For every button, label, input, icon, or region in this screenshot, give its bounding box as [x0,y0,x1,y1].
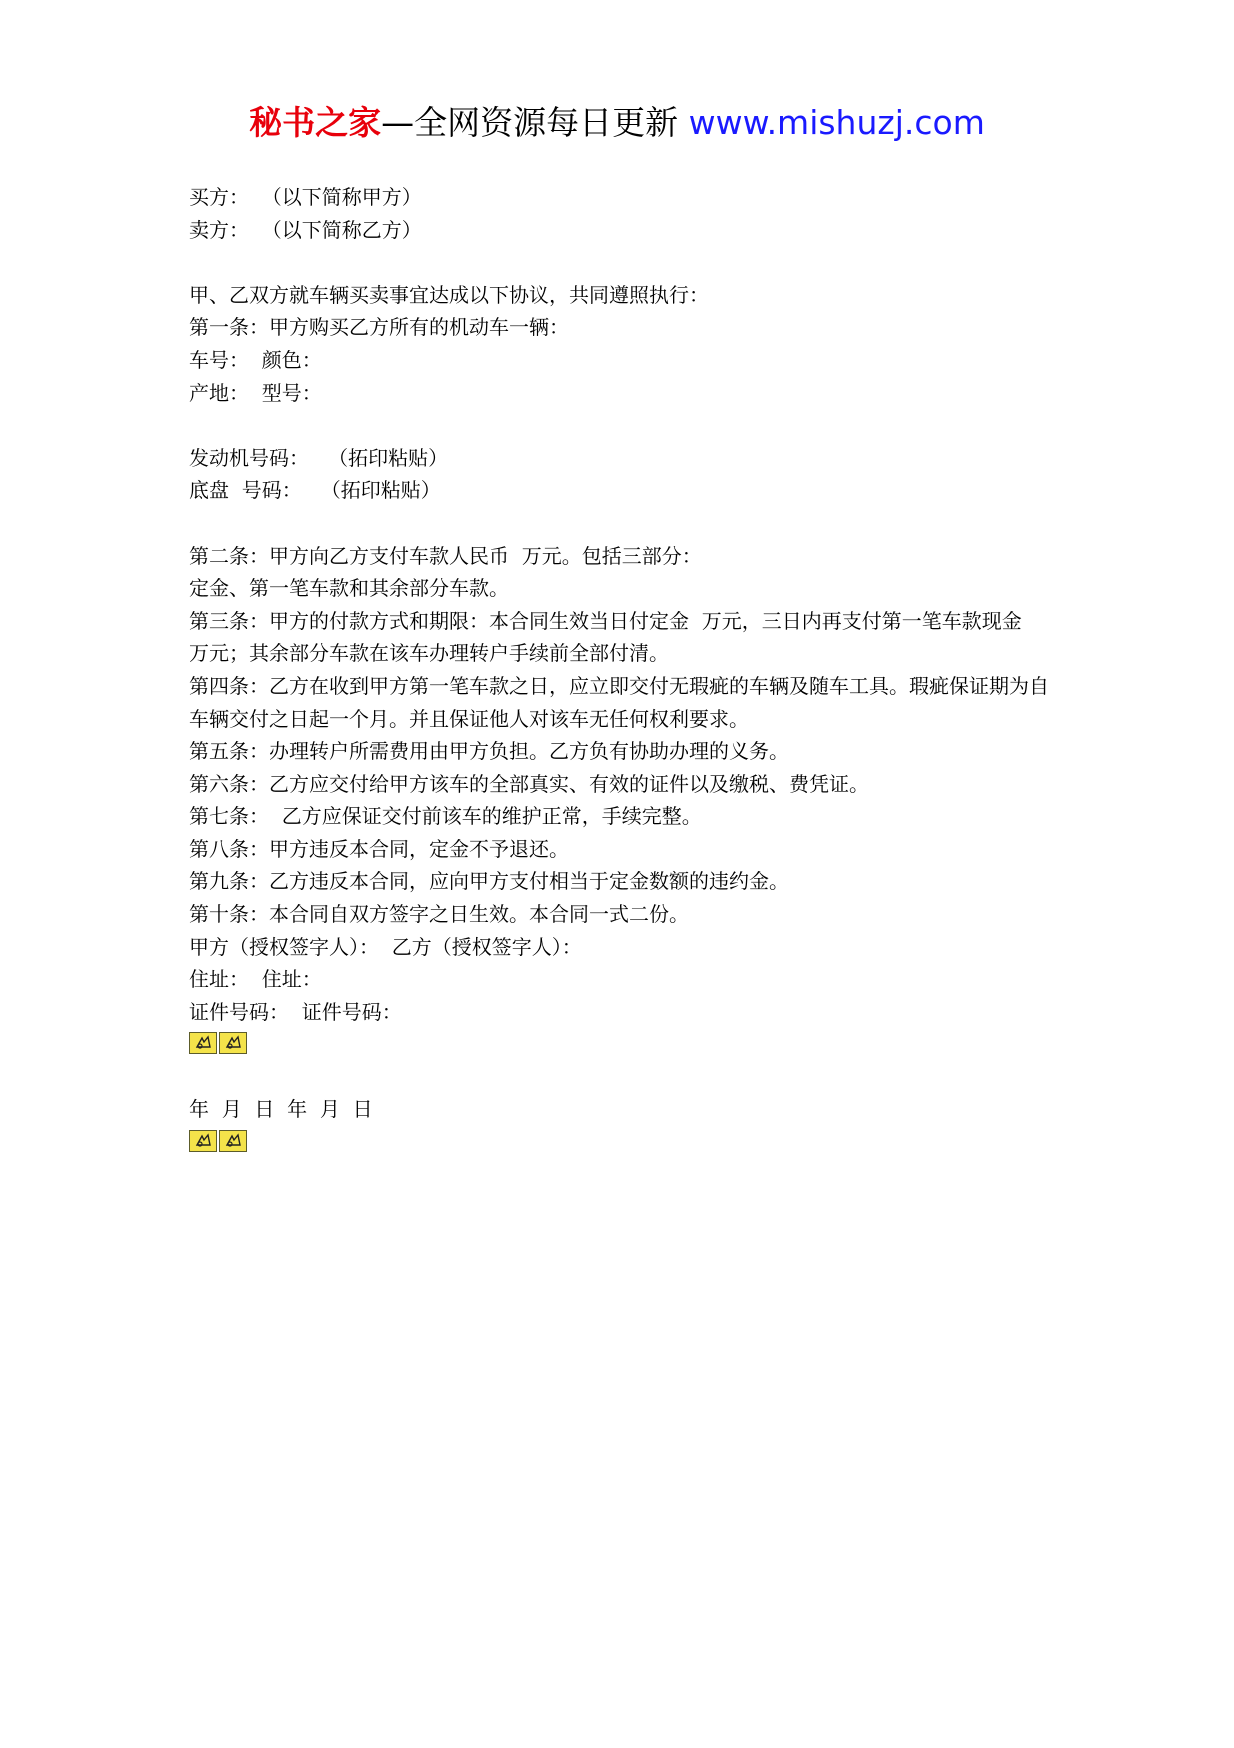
origin-model-line: 产地： 型号： [189,380,322,405]
article-8: 第八条：甲方违反本合同，定金不予退还。 [189,836,569,861]
article-9: 第九条：乙方违反本合同，应向甲方支付相当于定金数额的违约金。 [189,869,789,894]
spacer [189,246,1049,279]
broken-image-icon [219,1032,247,1054]
article-4: 第四条：乙方在收到甲方第一笔车款之日，应立即交付无瑕疵的车辆及随车工具。瑕疵保证期为自车辆交付之日起一个月。并且保证他人对该车无任何权利要求。 [189,673,1049,731]
site-brand: 秘书之家 [249,103,382,142]
spacer [189,409,1049,442]
article-2-continuation: 定金、第一笔车款和其余部分车款。 [189,576,509,601]
broken-image-icon [219,1130,247,1152]
plate-color-line: 车号： 颜色： [189,347,322,372]
article-7: 第七条： 乙方应保证交付前该车的维护正常，手续完整。 [189,804,702,829]
buyer-line: 买方： （以下简称甲方） [189,185,422,209]
article-1: 第一条：甲方购买乙方所有的机动车一辆： [189,315,569,340]
dates-line: 年 月 日 年 月 日 [189,1097,373,1122]
intro-line: 甲、乙双方就车辆买卖事宜达成以下协议，共同遵照执行： [189,282,709,307]
site-header [0,100,1234,146]
site-url-link[interactable]: www.mishuzj.com [688,103,985,142]
article-3: 第三条：甲方的付款方式和期限：本合同生效当日付定金 万元，三日内再支付第一笔车款现金 万元；其余部分车款在该车办理转户手续前全部付清。 [189,608,1035,666]
article-6: 第六条：乙方应交付给甲方该车的全部真实、有效的证件以及缴税、费凭证。 [189,771,869,796]
site-tagline: —全网资源每日更新 [381,103,689,142]
article-5: 第五条：办理转户所需费用由甲方负担。乙方负有协助办理的义务。 [189,739,789,764]
broken-image-icon [189,1130,217,1152]
spacer [189,1060,1049,1093]
article-2: 第二条：甲方向乙方支付车款人民币 万元。包括三部分： [189,543,702,568]
seller-line: 卖方： （以下简称乙方） [189,217,422,242]
chassis-number-line: 底盘 号码： （拓印粘贴） [189,478,441,503]
id-numbers-line: 证件号码： 证件号码： [189,999,402,1024]
engine-number-line: 发动机号码： （拓印粘贴） [189,445,449,470]
broken-image-icon [189,1032,217,1054]
signature-image-row [189,1028,1049,1060]
seal-image-row [189,1126,1049,1158]
signatories-line: 甲方（授权签字人）： 乙方（授权签字人）： [189,934,582,959]
article-10: 第十条：本合同自双方签字之日生效。本合同一式二份。 [189,902,689,927]
contract-body [189,181,1049,1158]
spacer [189,507,1049,540]
addresses-line: 住址： 住址： [189,967,322,992]
